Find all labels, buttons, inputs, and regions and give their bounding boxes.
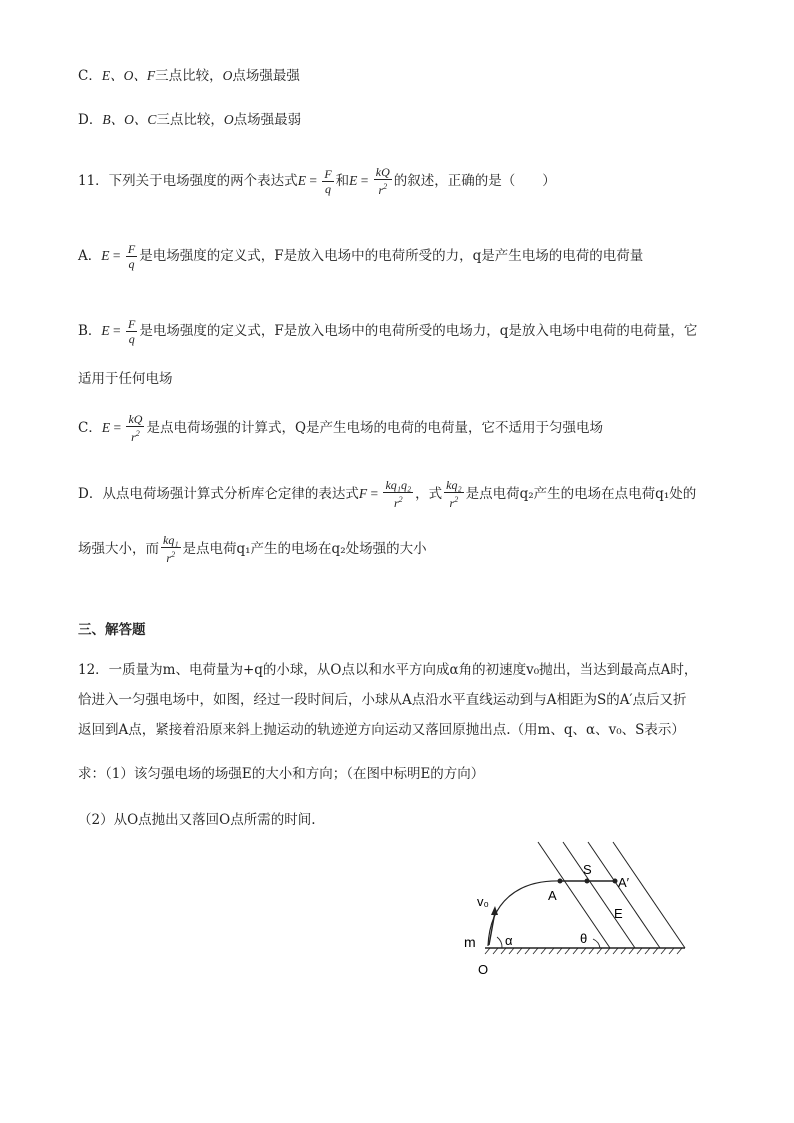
q10-option-d: D．B、O、C三点比较，O点场强最弱 [78, 112, 302, 128]
section-heading: 三、解答题 [78, 622, 146, 638]
q12-line-3: 返回到A点，紧接着沿原来斜上抛运动的轨迹逆方向运动又落回原抛出点.（用m、q、α、v₀、S表示） [78, 722, 685, 738]
q11-option-b-line2: 适用于任何电场 [78, 371, 173, 387]
q11-option-d-line2: 场强大小，而 $\frac{\text{kq₁}}{r^2}$ 是点电荷q₁产生的电场在q₂处场强的大小 [78, 533, 427, 565]
label-o: O [478, 962, 489, 977]
q12-line-2: 恰进入一匀强电场中，如图，经过一段时间后，小球从A点沿水平直线运动到与A相距为S的A′点后又折 [78, 692, 687, 708]
theta-arc [593, 939, 600, 948]
q11-option-b: B．E = $\frac{F}{q}$ 是电场强度的定义式，F是放入电场中的电荷所受的电场力，q是放入电场中电荷的电荷量，它 [78, 316, 698, 346]
fraction-kq1q2-over-r2: $\frac{\text{kq₁q₂}}{r^2}$ [385, 478, 412, 510]
point-a-prime [613, 879, 618, 884]
q11-option-a: A．E = $\frac{F}{q}$ 是电场强度的定义式，F是放入电场中的电荷所受的力，q是产生电场的电荷的电荷量 [78, 241, 644, 271]
label-theta: θ [580, 931, 588, 946]
q12-line-5: （2）从O点抛出又落回O点所需的时间. [78, 812, 316, 828]
point-s [585, 879, 590, 884]
label-s: S [583, 862, 592, 877]
field-lines [538, 842, 685, 948]
ground-hatch [485, 948, 682, 954]
fraction-f-over-q: $\frac{F}{q}$ [128, 316, 136, 346]
fraction-f-over-q: $\frac{F}{q}$ [324, 166, 332, 196]
q11-stem: 11．下列关于电场强度的两个表达式E = $\frac{F}{q}$ 和E = $\frac{kQ}{r^2}$ 的叙述，正确的是（ ） [78, 165, 556, 197]
q12-line-1: 12．一质量为m、电荷量为+q的小球，从O点以和水平方向成α角的初速度v₀抛出，当达到最高点A时， [78, 662, 698, 678]
fraction-kq-over-r2: $\frac{kQ}{r^2}$ [375, 165, 390, 197]
q11-option-d: D．从点电荷场强计算式分析库仑定律的表达式F = $\frac{\text{kq₁q₂}}{r^2}$ ，式 $\frac{\text{kq₂}}{r^2}$ 是点电荷q₂产生的电场在点电荷q₁处的 [78, 478, 697, 510]
label-a: A [548, 888, 557, 903]
label-m: m [464, 934, 476, 950]
fraction-f-over-q: $\frac{F}{q}$ [127, 241, 136, 271]
q10-option-c: C．E、O、F三点比较，O点场强最强 [78, 68, 300, 84]
label-alpha: α [505, 933, 513, 948]
fraction-kq-over-r2: $\frac{kQ}{r^2}$ [128, 412, 143, 444]
q12-line-4: 求：（1）该匀强电场的场强E的大小和方向；（在图中标明E的方向） [78, 766, 485, 782]
label-a-prime: A′ [618, 875, 630, 890]
q11-option-c: C．E = $\frac{kQ}{r^2}$ 是点电荷场强的计算式，Q是产生电场的电荷的电荷量，它不适用于匀强电场 [78, 412, 604, 444]
fraction-kq1-over-r2: $\frac{\text{kq₁}}{r^2}$ [163, 533, 179, 565]
point-a [558, 879, 563, 884]
projectile-field-figure [450, 840, 700, 990]
fraction-kq2-over-r2: $\frac{\text{kq₂}}{r^2}$ [446, 478, 462, 510]
label-e: E [614, 906, 623, 921]
label-v0: v₀ [477, 894, 489, 909]
alpha-arc [497, 937, 502, 948]
